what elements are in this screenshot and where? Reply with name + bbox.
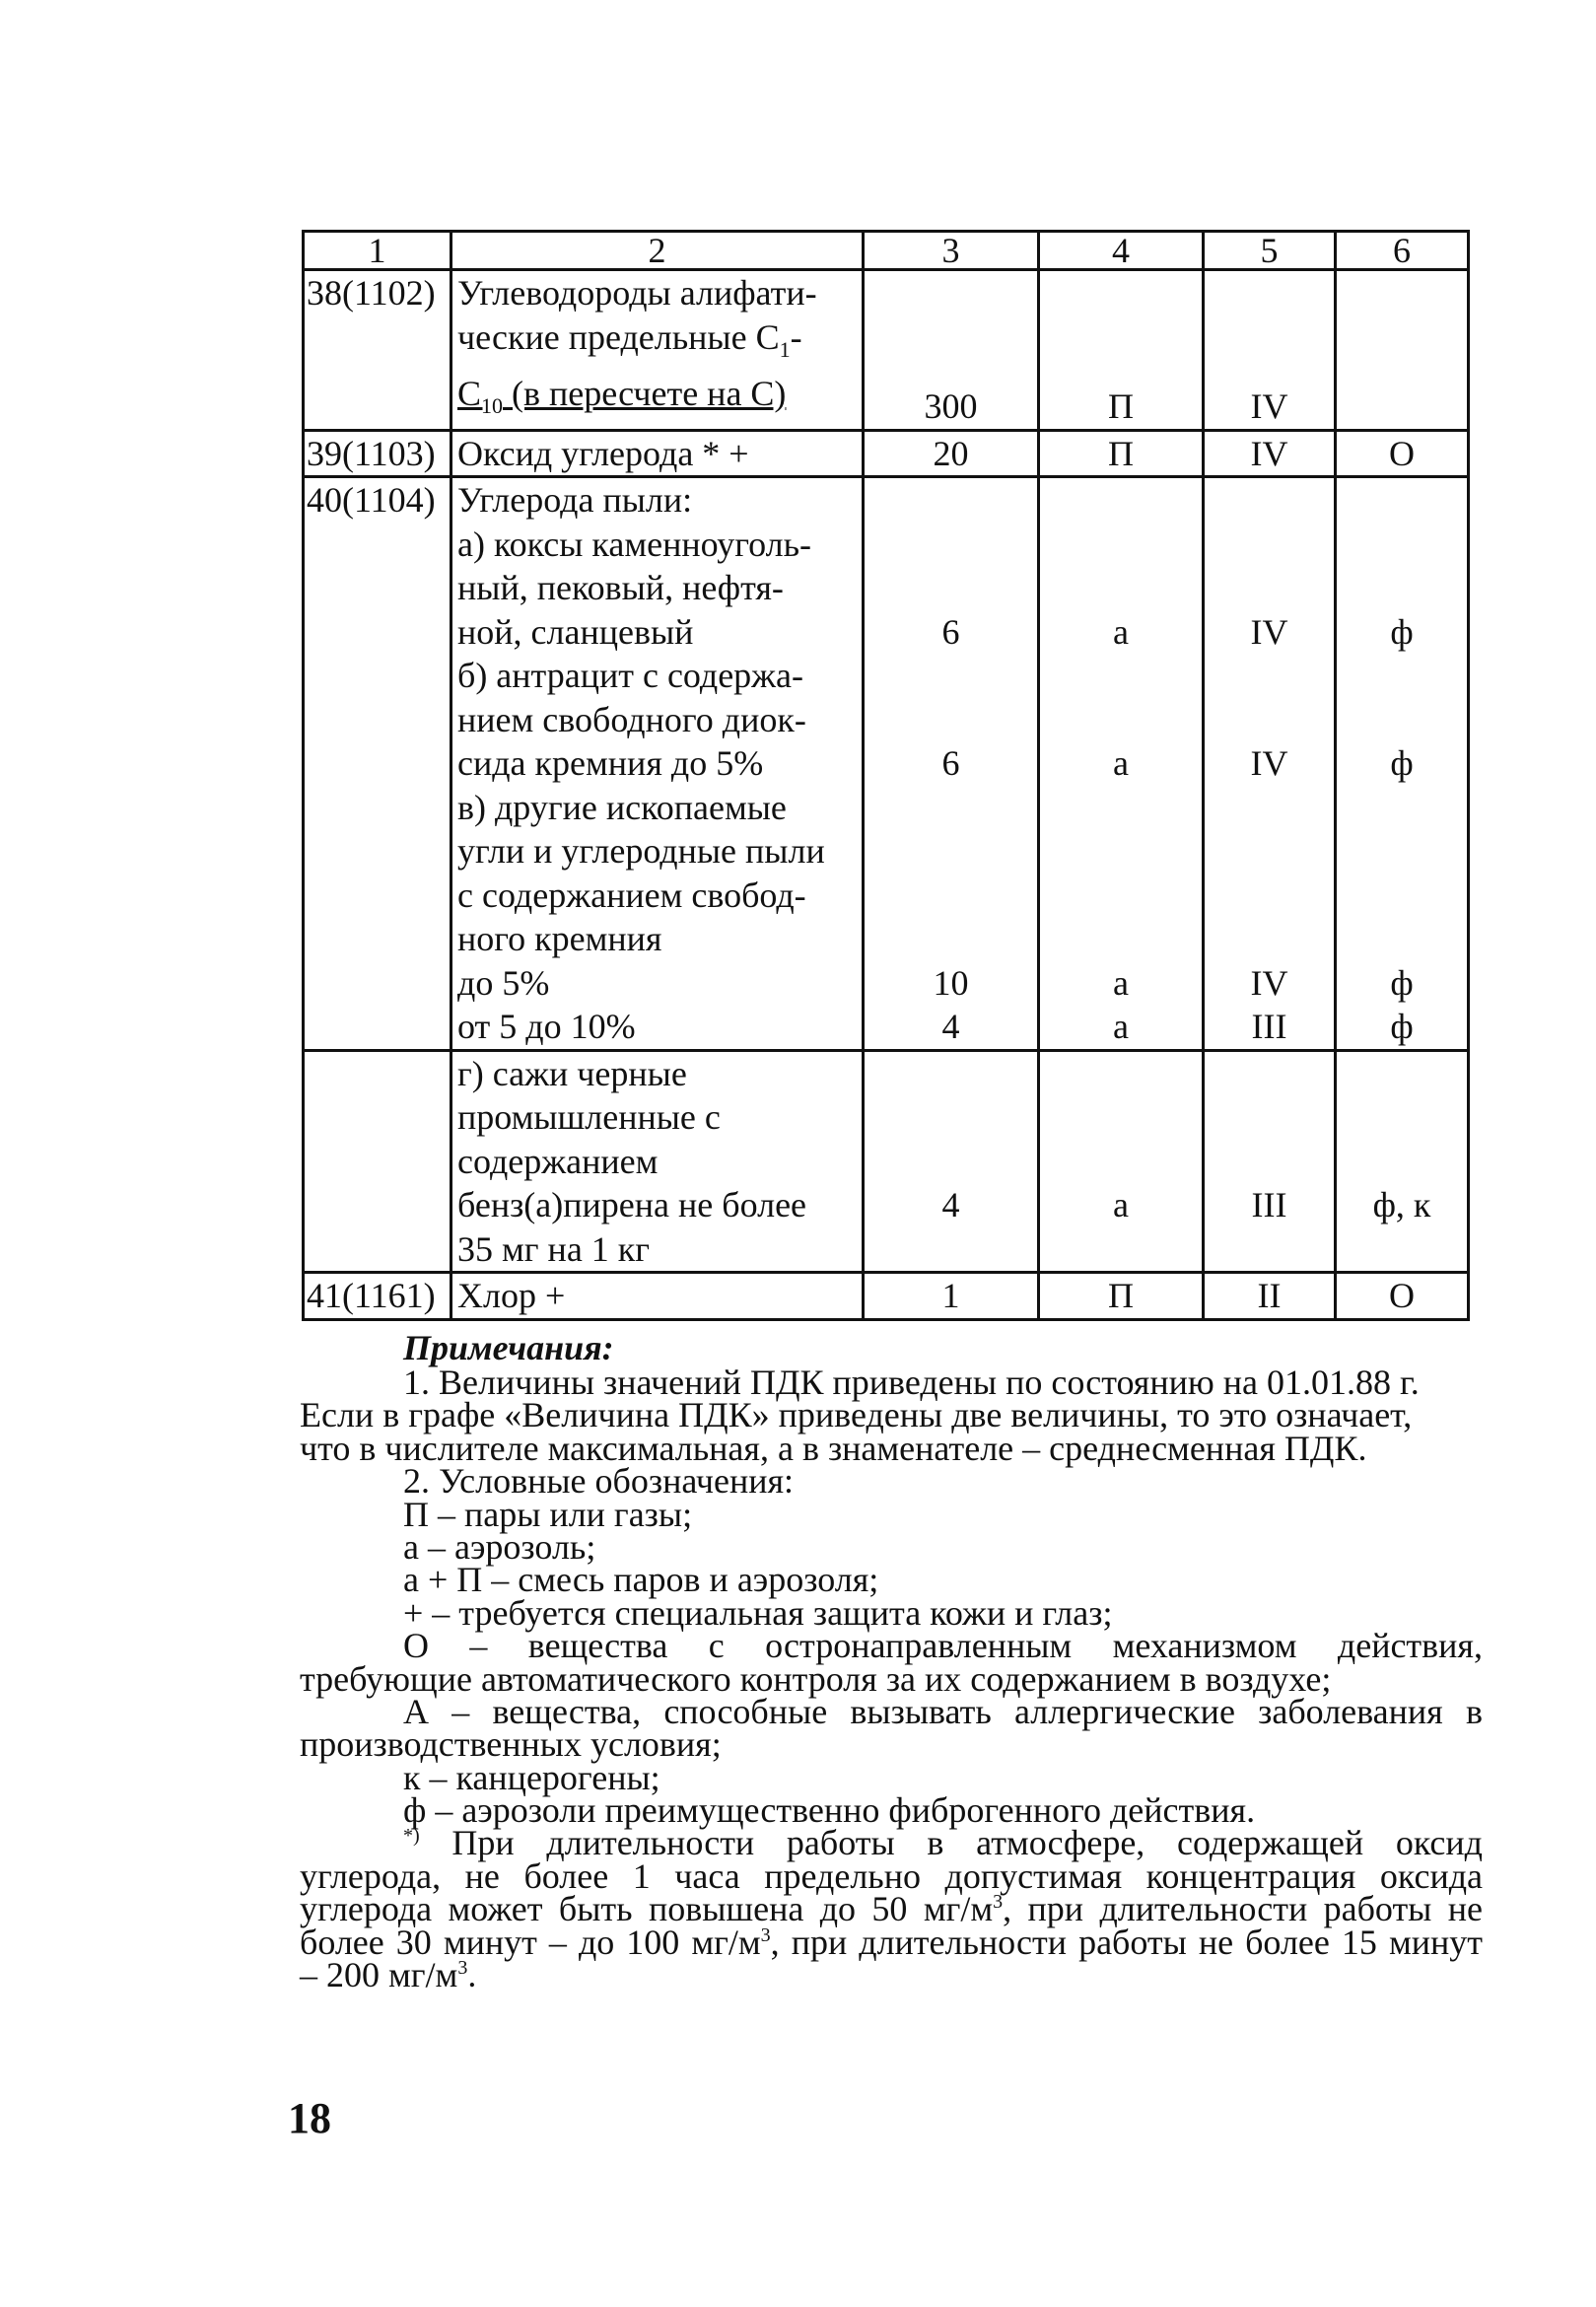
substance-name: Углеводороды алифати- ческие предельные $С_1-$ $С_{10}$ (в пересчете на С) xyxy=(451,270,864,431)
row-number: 39(1103) xyxy=(304,430,451,477)
footnote-line-2: углерода, не более 1 часа предельно допустимая концентрация оксида xyxy=(300,1855,1483,1896)
pdk-value: 300 xyxy=(864,270,1039,431)
row-number: 40(1104) xyxy=(304,477,451,1051)
legend-fibrogenic: ф – аэрозоли преимущественно фиброгенного действия. xyxy=(403,1790,1256,1831)
legend-aerosol: а – аэрозоль; xyxy=(403,1526,596,1567)
pdk-value: 4 xyxy=(864,1050,1039,1273)
action-feature: ф ф ф ф xyxy=(1336,477,1469,1051)
page-number: 18 xyxy=(288,2094,331,2142)
table-row xyxy=(304,430,1469,477)
footnote-line-1: *) При длительности работы в атмосфере, содержащей оксид xyxy=(403,1823,1483,1863)
header-col-3: 3 xyxy=(864,232,1039,270)
substance-name: Оксид углерода * + xyxy=(451,430,864,477)
substance-name: Хлор + xyxy=(451,1273,864,1320)
legend-allergen-line-2: производственных условия; xyxy=(300,1724,722,1765)
header-col-5: 5 xyxy=(1204,232,1336,270)
legend-allergen-line-1: А – вещества, способные вызывать аллергические заболевания в xyxy=(403,1691,1483,1731)
footnote-mark: *) xyxy=(403,1825,420,1848)
row-number: 41(1161) xyxy=(304,1273,451,1320)
pdk-value: 6 6 10 4 xyxy=(864,477,1039,1051)
legend-skin-protection: + – требуется специальная защита кожи и глаз; xyxy=(403,1592,1113,1633)
aggregate-state: а а а а xyxy=(1039,477,1204,1051)
notes-section xyxy=(300,1328,1484,1995)
header-col-1: 1 xyxy=(304,232,451,270)
note-1-line-1: 1. Величины значений ПДК приведены по состоянию на 01.01.88 г. xyxy=(403,1363,1420,1402)
pdk-table xyxy=(302,230,1470,1321)
note-1-line-2: Если в графе «Величина ПДК» приведены две величины, то это означает, xyxy=(300,1395,1413,1435)
table-row xyxy=(304,1273,1469,1320)
header-col-2: 2 xyxy=(451,232,864,270)
table-row xyxy=(304,270,1469,431)
table-row xyxy=(304,1050,1469,1273)
action-feature: ф, к xyxy=(1336,1050,1469,1273)
legend-mixture: а + П – смесь паров и аэрозоля; xyxy=(403,1560,879,1600)
note-1-line-3: что в числителе максимальная, а в знаменателе – среднесменная ПДК. xyxy=(300,1428,1367,1468)
table-row xyxy=(304,477,1469,1051)
action-feature: О xyxy=(1336,430,1469,477)
row-number: 38(1102) xyxy=(304,270,451,431)
hazard-class: IV xyxy=(1204,270,1336,431)
aggregate-state: П xyxy=(1039,430,1204,477)
note-2: 2. Условные обозначения: xyxy=(403,1461,795,1502)
hazard-class: IV xyxy=(1204,430,1336,477)
aggregate-state: П xyxy=(1039,1273,1204,1320)
legend-carcinogen: к – канцерогены; xyxy=(403,1757,660,1797)
legend-acute-line-2: требующие автоматического контроля за их содержанием в воздухе; xyxy=(300,1658,1332,1699)
hazard-class: IV IV IV III xyxy=(1204,477,1336,1051)
substance-name: г) сажи черные промышленные с содержанием бенз(а)пирена не более 35 мг на 1 кг xyxy=(451,1050,864,1273)
notes-heading: Примечания: xyxy=(403,1328,614,1367)
legend-acute-line-1: О – вещества с остронаправленным механизмом действия, xyxy=(403,1626,1483,1666)
table-header-row xyxy=(304,232,1469,270)
action-feature: О xyxy=(1336,1273,1469,1320)
header-col-6: 6 xyxy=(1336,232,1469,270)
footnote-line-3: углерода может быть повышена до 50 $мг/м^3$, при длительности работы не xyxy=(300,1889,1484,1929)
footnote-line-4: более 30 минут – до 100 $мг/м^3$, при длительности работы не более 15 минут xyxy=(300,1922,1483,1962)
legend-vapor: П – пары или газы; xyxy=(403,1494,693,1534)
header-col-4: 4 xyxy=(1039,232,1204,270)
hazard-class: II xyxy=(1204,1273,1336,1320)
aggregate-state: а xyxy=(1039,1050,1204,1273)
pdk-value: 20 xyxy=(864,430,1039,477)
action-feature xyxy=(1336,270,1469,431)
row-number xyxy=(304,1050,451,1273)
aggregate-state: П xyxy=(1039,270,1204,431)
footnote-line-5: – 200 $мг/м^3$. xyxy=(300,1955,477,1995)
hazard-class: III xyxy=(1204,1050,1336,1273)
substance-name: Углерода пыли: а) коксы каменноуголь- ный, пековый, нефтя- ной, сланцевый б) антрацит с содержа- нием свободного диок- сида кремния до 5% в) другие ископаемые угли и углеродные пыли с содержанием свобод- ного кремния до 5% от 5 до 10% xyxy=(451,477,864,1051)
pdk-value: 1 xyxy=(864,1273,1039,1320)
